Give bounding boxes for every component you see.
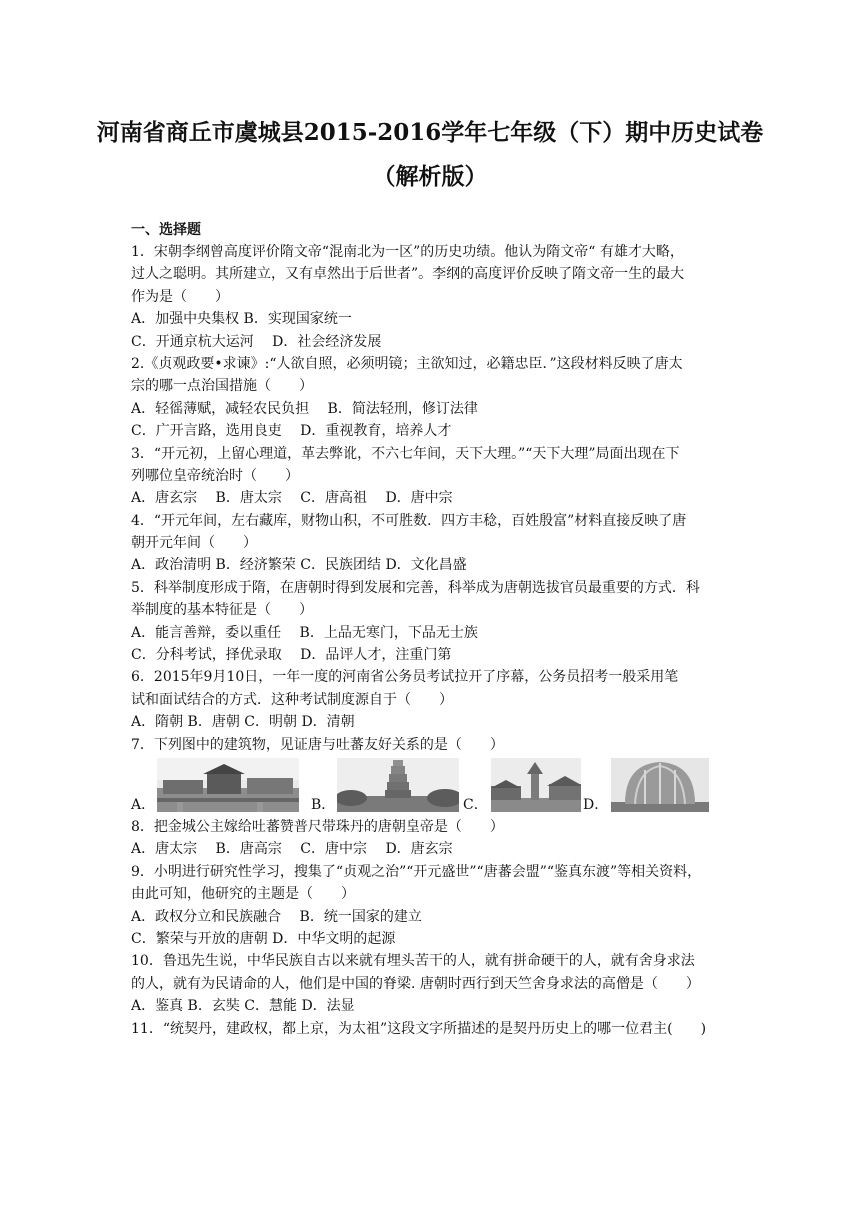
option-label-b: B． [311,796,336,813]
text-line: 11．“统契丹，建政权，都上京，为太祖”这段文字所描述的是契丹历史上的哪一位君主( ) [131,1020,707,1037]
option-label-a: A． [131,796,156,813]
building-photo-d [611,758,709,812]
text-line: A．隋朝 B．唐朝 C．明朝 D．清朝 [131,714,355,731]
text-line: 10．鲁迅先生说，中华民族自古以来就有埋头苦干的人，就有拼命硬干的人，就有舍身求法 [131,953,695,970]
exam-title: 河南省商丘市虞城县2015-2016学年七年级（下）期中历史试卷 [96,119,764,146]
text-line: 举制度的基本特征是（ ） [131,602,313,619]
text-line: A．加强中央集权 B．实现国家统一 [131,311,352,328]
text-line: A．政权分立和民族融合 B．统一国家的建立 [131,908,422,925]
text-line: 朝开元年间（ ） [131,535,257,552]
text-line: 由此可知，他研究的主题是（ ） [131,886,355,903]
text-line: C．广开言路，选用良吏 D．重视教育，培养人才 [131,423,452,440]
text-line: 6．2015年9月10日，一年一度的河南省公务员考试拉开了序幕，公务员招考一般采用笔 [131,669,679,686]
text-line: 9．小明进行研究性学习，搜集了“贞观之治”“开元盛世”“唐蕃会盟”“鉴真东渡”等相关资料， [131,863,702,880]
text-line: A．能言善辩，委以重任 B．上品无寒门，下品无士族 [131,624,478,641]
option-label-c: C． [463,796,488,813]
text-line: 2.《贞观政要•求谏》:“人欲自照，必须明镜；主欲知过，必籍忠臣．”这段材料反映了唐太 [131,355,683,372]
text-line: 作为是（ ） [131,288,229,305]
text-line: 1．宋朝李纲曾高度评价隋文帝“混南北为一区”的历史功绩。他认为隋文帝“ 有雄才大略， [131,244,684,260]
option-label-d: D． [583,796,609,813]
text-line: 3．“开元初，上留心理道，革去弊讹，不六七年间，天下大理。”“天下大理”局面出现在下 [131,445,680,462]
text-line: A．轻徭薄赋，减轻农民负担 B．简法轻刑，修订法律 [131,400,478,417]
text-line: 宗的哪一点治国措施（ ） [131,378,313,395]
image-options-row [131,758,731,816]
text-line: 7．下列图中的建筑物，见证唐与吐蕃友好关系的是（ ） [131,736,504,753]
text-line: 试和面试结合的方式．这种考试制度源自于（ ） [131,691,453,708]
text-line: A．唐玄宗 B．唐太宗 C．唐高祖 D．唐中宗 [131,490,453,507]
text-line: A．政治清明 B．经济繁荣 C．民族团结 D．文化昌盛 [131,557,467,574]
text-line: 8．把金城公主嫁给吐蕃赞普尺带珠丹的唐朝皇帝是（ ） [131,818,504,835]
text-line: A．唐太宗 B．唐高宗 C．唐中宗 D．唐玄宗 [131,841,453,858]
text-line: 4．“开元年间，左右藏库，财物山积，不可胜数．四方丰稔，百姓殷富”材料直接反映了唐 [131,512,687,529]
text-line: C．分科考试，择优录取 D．品评人才，注重门第 [131,647,452,664]
text-line: 的人，就有为民请命的人，他们是中国的脊梁. 唐朝时西行到天竺舍身求法的高僧是（ ） [131,975,700,992]
text-line: C．繁荣与开放的唐朝 D．中华文明的起源 [131,930,396,947]
exam-subtitle: （解析版） [372,163,488,190]
question-list [131,241,731,1040]
text-line: 列哪位皇帝统治时（ ） [131,467,299,484]
building-photo-b [337,758,459,812]
section-heading: 一、选择题 [131,222,201,238]
building-photo-a [157,758,299,812]
text-line: 5．科举制度形成于隋，在唐朝时得到发展和完善，科举成为唐朝选拔官员最重要的方式．科 [131,579,700,596]
text-line: C．开通京杭大运河 D．社会经济发展 [131,333,382,350]
text-line: A．鉴真 B．玄奘 C．慧能 D．法显 [131,998,355,1015]
building-photo-c [491,758,581,812]
text-line: 过人之聪明。其所建立，又有卓然出于后世者”。李纲的高度评价反映了隋文帝一生的最大 [131,266,685,283]
